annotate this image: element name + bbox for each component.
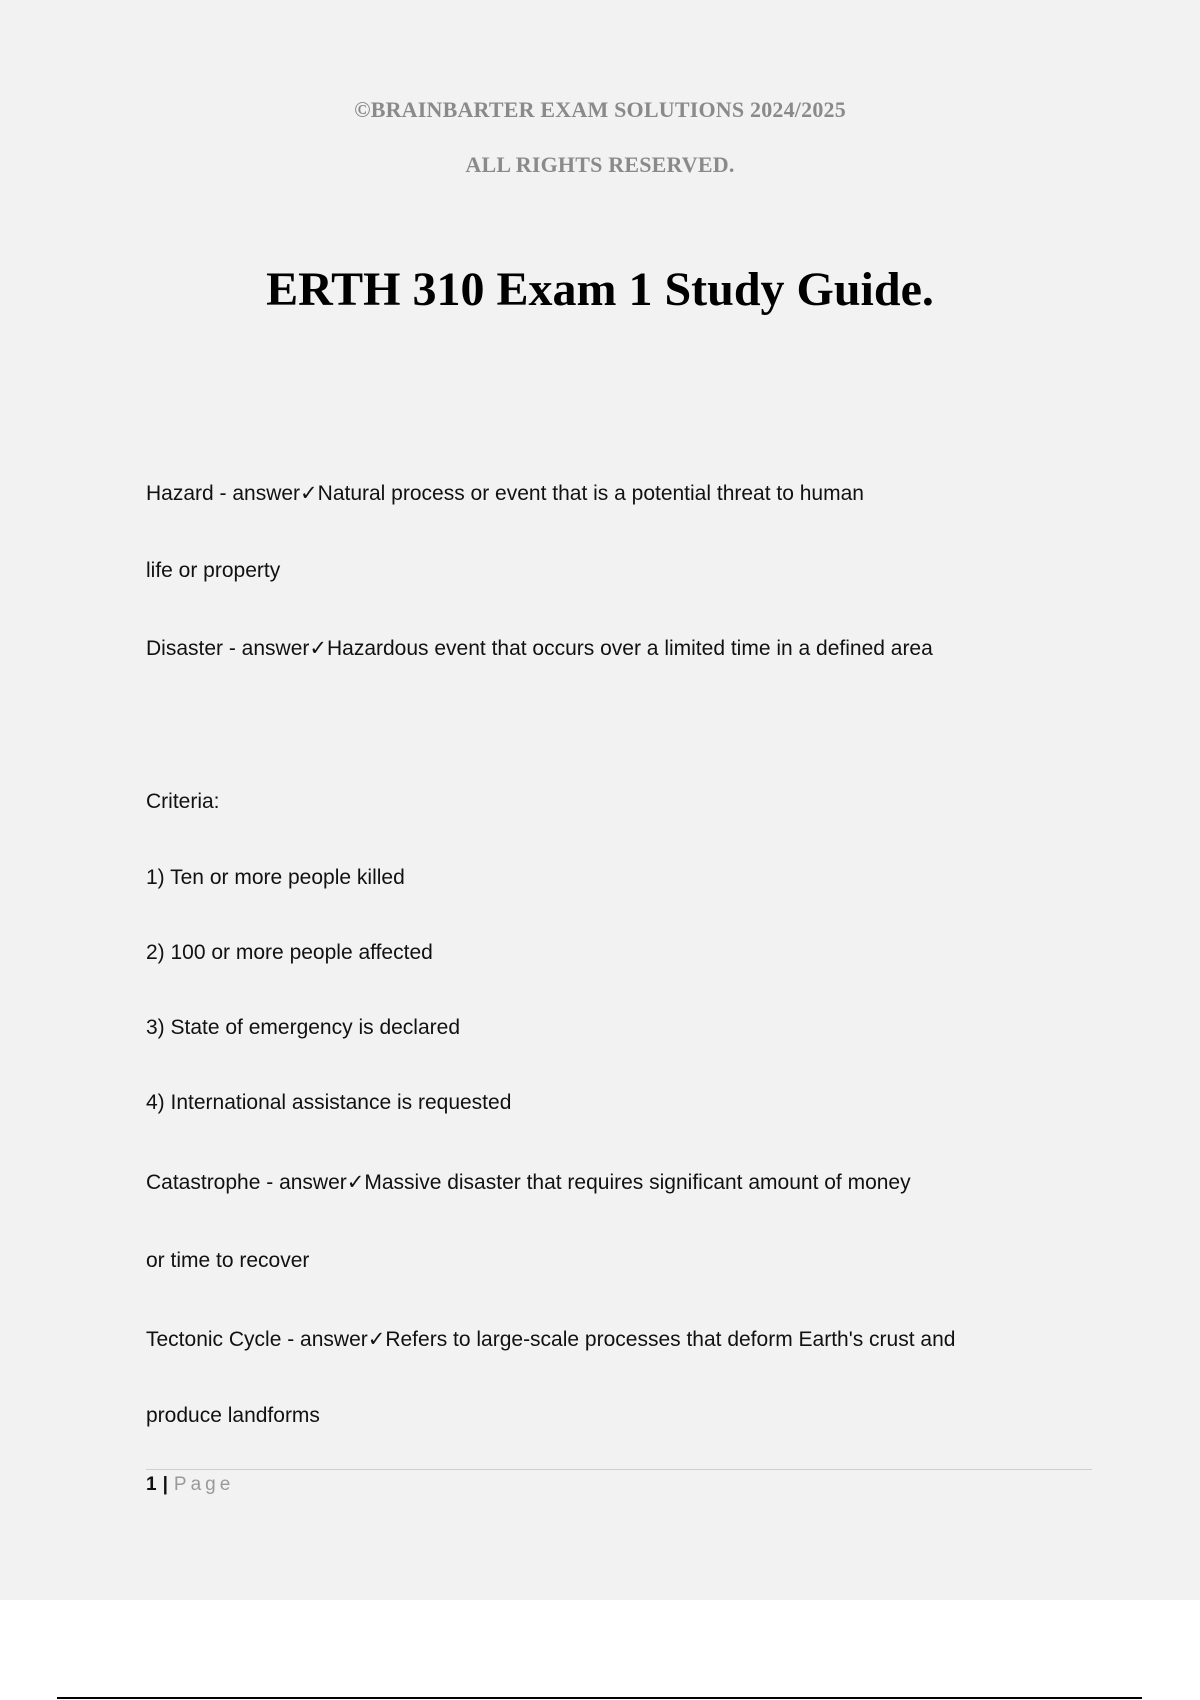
text-line: Disaster - answer✓Hazardous event that occurs over a limited time in a defined area (146, 637, 933, 660)
list-item: 2) 100 or more people affected (146, 941, 433, 964)
rights-header: ALL RIGHTS RESERVED. (465, 152, 735, 177)
text-line: life or property (146, 559, 281, 582)
page-number: 1 (146, 1474, 157, 1495)
list-item: 4) International assistance is requested (146, 1091, 512, 1114)
text-line: Catastrophe - answer✓Massive disaster that requires significant amount of money (146, 1171, 911, 1194)
text-line: Tectonic Cycle - answer✓Refers to large-scale processes that deform Earth's crust and (146, 1328, 956, 1351)
page-footer (146, 1474, 234, 1496)
list-item: 1) Ten or more people killed (146, 866, 405, 889)
copyright-header: ©BRAINBARTER EXAM SOLUTIONS 2024/2025 (354, 97, 846, 122)
list-item: 3) State of emergency is declared (146, 1016, 460, 1039)
text-line: produce landforms (146, 1404, 320, 1427)
footer-separator: | (162, 1474, 168, 1495)
footer-divider (146, 1469, 1092, 1470)
text-line: or time to recover (146, 1249, 310, 1272)
document-title: ERTH 310 Exam 1 Study Guide. (266, 263, 934, 316)
page-label: Page (173, 1474, 235, 1495)
text-line: Criteria: (146, 790, 220, 813)
text-line: Hazard - answer✓Natural process or event that is a potential threat to human (146, 482, 864, 505)
bottom-divider (57, 1697, 1142, 1699)
